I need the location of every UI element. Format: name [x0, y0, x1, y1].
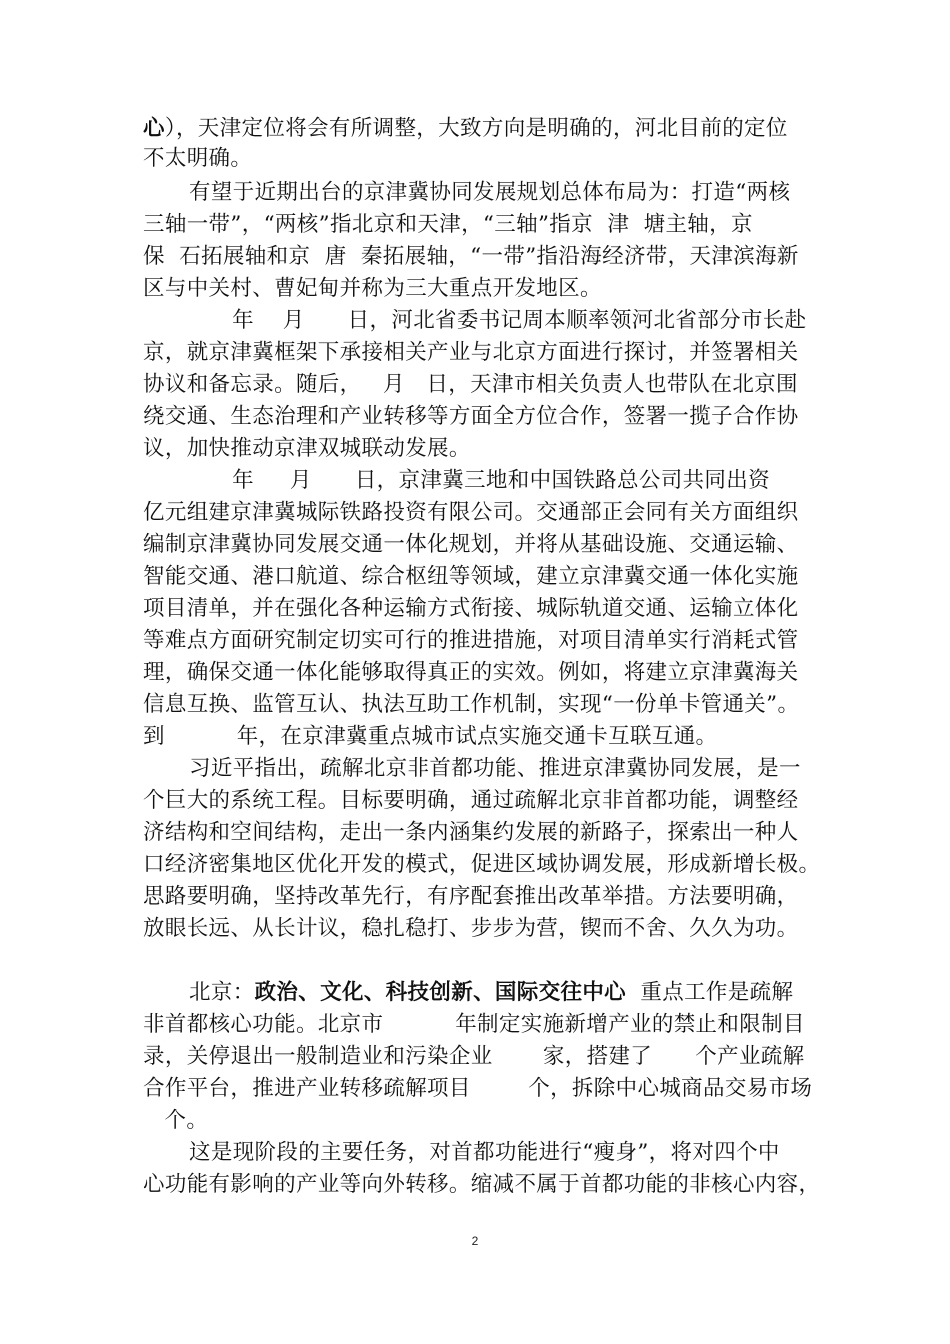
text-line	[143, 144, 813, 174]
text-line	[189, 1138, 859, 1168]
text-line	[189, 754, 859, 784]
text-line	[143, 210, 813, 240]
text-run: 政治、文化、科技创新、国际交往中心	[254, 980, 627, 1005]
text-run: 信息互换、监管互认、执法互助工作机制，实现“一份单卡管通关”。	[143, 692, 800, 717]
text-run: 到 年，在京津冀重点城市试点实施交通卡互联互通。	[143, 724, 718, 749]
text-run: 年 月 日，京津冀三地和中国铁路总公司共同出资	[189, 468, 770, 493]
text-line	[143, 530, 813, 560]
text-line	[143, 786, 813, 816]
text-line	[143, 1042, 813, 1072]
text-line	[143, 690, 813, 720]
text-line	[143, 1170, 821, 1200]
text-line	[143, 562, 813, 592]
text-line	[143, 114, 813, 144]
text-run: 保 石拓展轴和京 唐 秦拓展轴，“一带”指沿海经济带，天津滨海新	[143, 244, 799, 269]
text-run: 非首都核心功能。北京市 年制定实施新增产业的禁止和限制目	[143, 1012, 805, 1037]
text-run: 心	[143, 116, 165, 141]
text-run: 北京：	[189, 980, 255, 1005]
text-run: 口经济密集地区优化开发的模式，促进区域协调发展，形成新增长极。	[143, 852, 821, 877]
text-line	[143, 626, 813, 656]
text-line	[189, 978, 859, 1008]
text-line	[143, 594, 813, 624]
text-line	[143, 434, 813, 464]
text-run: 合作平台，推进产业转移疏解项目 个，拆除中心城商品交易市场	[143, 1076, 813, 1101]
text-line	[143, 370, 813, 400]
text-line	[143, 658, 813, 688]
text-run: 不太明确。	[143, 146, 253, 171]
text-run: 个巨大的系统工程。目标要明确，通过疏解北京非首都功能，调整经	[143, 788, 799, 813]
text-line	[143, 274, 813, 304]
text-run: 智能交通、港口航道、综合枢纽等领域，建立京津冀交通一体化实施	[143, 564, 799, 589]
text-run: 心功能有影响的产业等向外转移。缩减不属于首都功能的非核心内容，	[143, 1172, 821, 1197]
text-run: 习近平指出，疏解北京非首都功能、推进京津冀协同发展，是一	[189, 756, 801, 781]
text-line	[143, 1010, 813, 1040]
page-number: 2	[471, 1234, 479, 1248]
text-line	[143, 882, 813, 912]
text-line	[143, 914, 813, 944]
text-run: 项目清单，并在强化各种运输方式衔接、城际轨道交通、运输立体化	[143, 596, 799, 621]
text-run: ），天津定位将会有所调整，大致方向是明确的，河北目前的定位	[164, 116, 788, 141]
text-line	[189, 306, 859, 336]
text-run: 录，关停退出一般制造业和污染企业 家，搭建了 个产业疏解	[143, 1044, 805, 1069]
text-run: 放眼长远、从长计议，稳扎稳打、步步为营，锲而不舍、久久为功。	[143, 916, 799, 941]
text-run: 绕交通、生态治理和产业转移等方面全方位合作，签署一揽子合作协	[143, 404, 799, 429]
text-run: 协议和备忘录。随后， 月 日，天津市相关负责人也带队在北京围	[143, 372, 798, 397]
text-run: 有望于近期出台的京津冀协同发展规划总体布局为：打造“两核	[189, 180, 791, 205]
text-run: 亿元组建京津冀城际铁路投资有限公司。交通部正会同有关方面组织	[143, 500, 799, 525]
text-line	[143, 1074, 813, 1104]
text-line	[189, 178, 859, 208]
text-run: 思路要明确，坚持改革先行，有序配套推出改革举措。方法要明确，	[143, 884, 799, 909]
text-line	[189, 466, 859, 496]
text-run: 理，确保交通一体化能够取得真正的实效。例如，将建立京津冀海关	[143, 660, 799, 685]
text-run: 个。	[143, 1108, 209, 1133]
text-line	[143, 402, 813, 432]
text-line	[143, 722, 813, 752]
text-line	[143, 850, 821, 880]
text-run: 区与中关村、曹妃甸并称为三大重点开发地区。	[143, 276, 602, 301]
text-run: 这是现阶段的主要任务，对首都功能进行“瘦身”，将对四个中	[189, 1140, 780, 1165]
text-line	[143, 498, 813, 528]
text-run: 济结构和空间结构，走出一条内涵集约发展的新路子，探索出一种人	[143, 820, 799, 845]
text-run: 等难点方面研究制定切实可行的推进措施，对项目清单实行消耗式管	[143, 628, 799, 653]
text-run: 重点工作是疏解	[626, 980, 794, 1005]
text-line	[143, 338, 813, 368]
text-run: 三轴一带”，“两核”指北京和天津，“三轴”指京 津 塘主轴，京	[143, 212, 753, 237]
text-run: 京，就京津冀框架下承接相关产业与北京方面进行探讨，并签署相关	[143, 340, 799, 365]
text-run: 议，加快推动京津双城联动发展。	[143, 436, 471, 461]
text-line	[143, 1106, 813, 1136]
text-line	[143, 818, 813, 848]
text-run: 编制京津冀协同发展交通一体化规划，并将从基础设施、交通运输、	[143, 532, 799, 557]
text-line	[143, 242, 813, 272]
text-run: 年 月 日，河北省委书记周本顺率领河北省部分市长赴	[189, 308, 807, 333]
